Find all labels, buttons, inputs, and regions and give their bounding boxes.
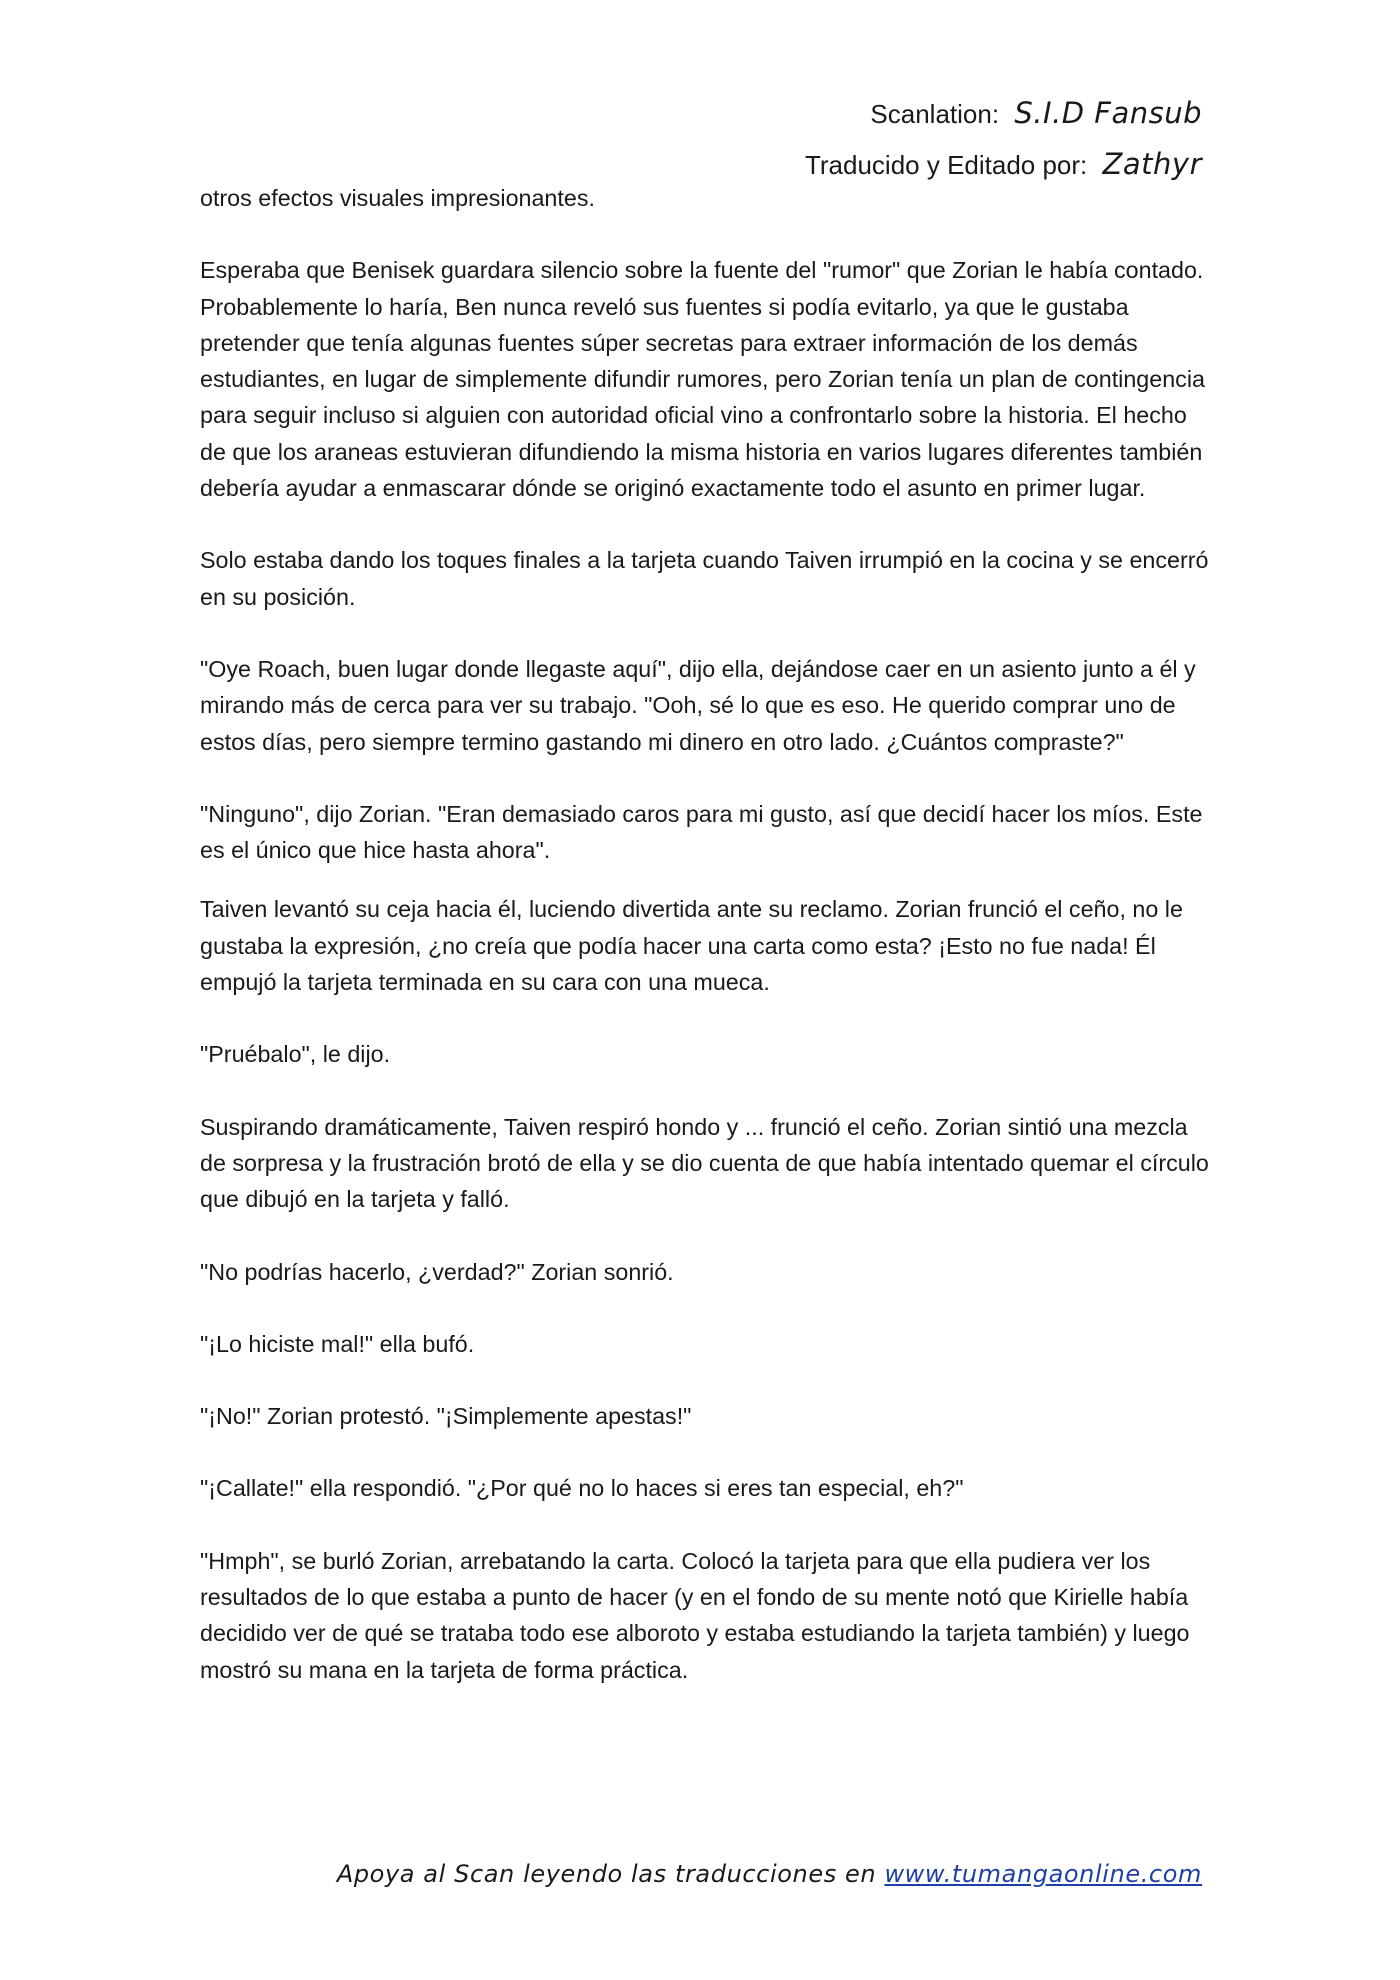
story-text xyxy=(200,180,1212,1724)
paragraph: "Pruébalo", le dijo. xyxy=(200,1041,391,1068)
paragraph: otros efectos visuales impresionantes. xyxy=(200,185,595,211)
scanlation-label: Scanlation: xyxy=(870,99,1000,129)
paragraph: "¡No!" Zorian protestó. "¡Simplemente apestas!" xyxy=(200,1403,692,1430)
paragraph: Esperaba que Benisek guardara silencio sobre la fuente del "rumor" que Zorian le había contado. Probablemente lo haría, Ben nunca reveló sus fuentes si podía evitarlo, ya que le gustaba pretender que tenía algunas fuentes súper secretas para extraer información de los demás estudiantes, en lugar de simplemente difundir rumores, pero Zorian tenía un plan de contingencia para seguir incluso si alguien con autoridad oficial vino a confrontarlo sobre la historia. El hecho de que los araneas estuvieran difundiendo la misma historia en varios lugares diferentes también debería ayudar a enmascarar dónde se originó exactamente todo el asunto en primer lugar. xyxy=(200,257,1205,502)
footer-link[interactable]: www.tumangaonline.com xyxy=(884,1860,1202,1888)
paragraph: "Hmph", se burló Zorian, arrebatando la carta. Colocó la tarjeta para que ella pudiera ver los resultados de lo que estaba a punto de hacer (y en el fondo de su mente notó que Kirielle había decidido ver de qué se trataba todo ese alboroto y estaba estudiando la tarjeta también) y luego mostró su mana en la tarjeta de forma práctica. xyxy=(200,1547,1190,1683)
paragraph: "No podrías hacerlo, ¿verdad?" Zorian sonrió. xyxy=(200,1258,674,1285)
paragraph: Taiven levantó su ceja hacia él, luciendo divertida ante su reclamo. Zorian frunció el ceño, no le gustaba la expresión, ¿no creía que podía hacer una carta como esta? ¡Esto no fue nada! Él empujó la tarjeta terminada en su cara con una mueca. xyxy=(200,896,1183,996)
scanlation-credit xyxy=(805,88,1202,139)
scanlation-group: S.I.D Fansub xyxy=(1014,96,1202,130)
footer-text: Apoya al Scan leyendo las traducciones en xyxy=(336,1860,877,1888)
editor-label: Traducido y Editado por: xyxy=(804,150,1088,180)
credits-header xyxy=(805,88,1202,190)
editor-name: Zathyr xyxy=(1102,147,1202,181)
support-footer xyxy=(337,1860,1202,1888)
paragraph: Suspirando dramáticamente, Taiven respiró hondo y ... frunció el ceño. Zorian sintió una mezcla de sorpresa y la frustración brotó de ella y se dio cuenta de que había intentado quemar el círculo que dibujó en la tarjeta y falló. xyxy=(200,1113,1209,1213)
paragraph: Solo estaba dando los toques finales a la tarjeta cuando Taiven irrumpió en la cocina y se encerró en su posición. xyxy=(200,547,1209,610)
paragraph: "¡Callate!" ella respondió. "¿Por qué no lo haces si eres tan especial, eh?" xyxy=(200,1475,964,1502)
paragraph: "Ninguno", dijo Zorian. "Eran demasiado caros para mi gusto, así que decidí hacer los míos. Este es el único que hice hasta ahora". xyxy=(200,800,1203,864)
paragraph: "Oye Roach, buen lugar donde llegaste aquí", dijo ella, dejándose caer en un asiento junto a él y mirando más de cerca para ver su trabajo. "Ooh, sé lo que es eso. He querido comprar uno de estos días, pero siempre termino gastando mi dinero en otro lado. ¿Cuántos compraste?" xyxy=(200,655,1196,755)
paragraph: "¡Lo hiciste mal!" ella bufó. xyxy=(200,1330,475,1357)
